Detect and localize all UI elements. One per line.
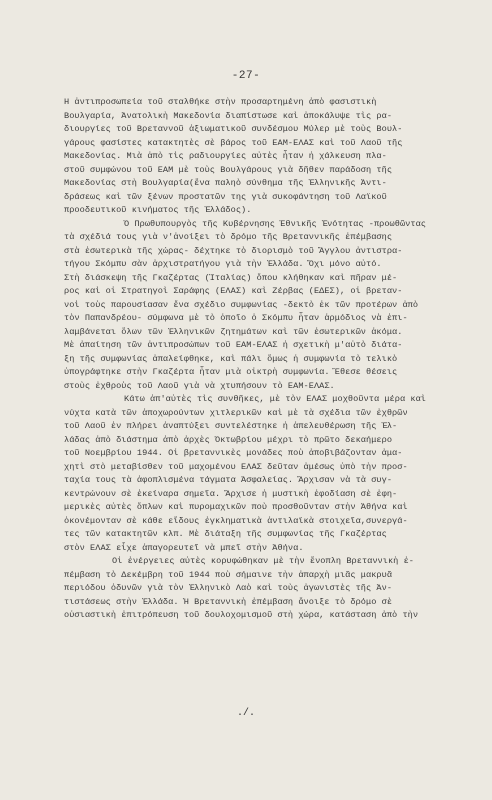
text-line: στοὺς ἐχθροὺς τοῦ Λαοῦ γιὰ νὰ χτυπήσουν τὸ ΕΑΜ-ΕΛΑΣ. [64,380,335,391]
text-line: Μὲ ἀπαίτηση τῶν ἀντιπροσώπων τοῦ ΕΑΜ-ΕΛΑΣ ἡ σχετικὴ μ'αὐτὸ διάτα- [64,340,403,350]
paragraph-4 [64,555,476,623]
text-line: Στὴ διάσκεψη τῆς Γκαζέρτας (Ἰταλίας) ὅπου κλήθηκαν καὶ πῆραν μέ- [64,272,398,283]
continuation-mark: ./. [236,708,255,719]
text-line: στοῦ συμφώνου τοῦ ΕΑΜ μὲ τοὺς Βουλγάρους γιὰ δῆθεν παράδοση τῆς [64,164,393,175]
text-line: κεντρώνουν σὲ ἐκείναρα σημεῖα. Ἄρχισε ἡ μυστικὴ ἐφοδίαση σὲ ἐφη- [64,488,398,499]
text-line: ὀκονέμονταν σὲ κάθε εἴδους ἐγκληματικὰ ἀντιλαϊκὰ στοιχεῖα,συνεργά- [64,515,408,526]
text-line: ὑπογράφτηκε στὴν Γκαζέρτα ἦταν μιὰ οἰκτρὴ συμφωνία. Ἔθεσε θέσεις [64,367,398,377]
text-line: ταχία τους τὰ ἀφοπλισμένα τάγματα Ἀσφαλείας. Ἄρχισαν νὰ τὰ συγ- [64,475,393,485]
text-line: Ἡ ἀντιπροσωπεία τοῦ σταλθήκε στὴν προσαρτημένη ἀπὸ φασιστικὴ [64,97,377,107]
text-line: τήγου Σκόμπυ σὰν ἀρχιστρατήγου γιὰ τὴν Ἑλλάδα. Ὄχι μόνο αὐτό. [64,259,382,269]
page-number: -27- [231,70,261,82]
text-line: Βουλγαρία, Ἀνατολικὴ Μακεδονία διαπίστωσε καὶ ἀποκάλυψε τὶς ρα- [64,110,393,121]
text-line: περιόδου ὀδυνῶν γιὰ τὸν Ἑλληνικὸ Λαὸ καὶ τοὺς ἀγωνιστὲς τῆς Ἀν- [64,583,393,593]
text-line: τιστάσεως στὴν Ἑλλάδα. Ἡ Βρεταννικὴ ἐπέμβαση ἄνοιξε τὸ δρόμο σὲ [64,596,393,607]
text-line: Μακεδονίας στὴ Βουλγαρία(ἕνα παληὸ σύνθημα τῆς Ἑλληνικῆς Ἀντι- [64,178,387,188]
paragraph-1 [64,96,476,218]
text-line: μερικὲς αὐτὲς ὅπλων καὶ πυρομαχικῶν ποὺ προσθοῦνταν στὴν Ἀθήνα καὶ [64,502,408,512]
text-line: Οἱ ἐνέργειες αὐτὲς κορυφώθηκαν μὲ τὴν ἔνοπλη Βρεταννικὴ ἐ- [112,556,415,566]
text-line: διουργίες τοῦ Βρεταννοῦ ἀξιωματικοῦ συνδέσμου Μύλερ μὲ τοὺς Βουλ- [64,124,403,134]
text-line: πέμβαση τὸ Δεκέμβρη τοῦ 1944 ποὺ σήμαινε τὴν ἀπαρχὴ μιᾶς μακρυᾶ [64,569,393,580]
body-text [64,96,476,623]
text-line: προοδευτικοῦ κινήματος τῆς Ἑλλάδος). [64,205,252,215]
text-line: στὰ ἐσωτερικὰ τῆς χώρας- δέχτηκε τὸ διορισμὸ τοῦ Ἄγγλου ἀντιστρα- [64,245,403,256]
text-line: γάρους φασίστες κατακτητὲς σὲ βάρος τοῦ ΕΑΜ-ΕΛΑΣ καὶ τοῦ Λαοῦ τῆς [64,137,403,148]
text-line: Μακεδονίας. Μιὰ ἀπὸ τὶς ραδιουργίες αὐτὲς ἦταν ἡ χάλκευση πλα- [64,151,387,161]
text-line: λαμβάνεται ὅλων τῶν Ἑλληνικῶν ζητημάτων καὶ τῶν ἐσωτερικῶν ἀκόμα. [64,326,403,337]
paragraph-3 [64,393,476,555]
text-line: νύχτα κατὰ τῶν ἀποχωρούντων χιτλερικῶν καὶ μὲ τὰ σχέδια τῶν ἐχθρῶν [64,407,408,418]
text-line: τες τῶν κατακτητῶν κλπ. Μὲ διάταξη τῆς συμφωνίας τῆς Γκαζέρτας [64,529,387,539]
paragraph-2 [64,218,476,394]
text-line: Ὁ Πρωθυπουργὸς τῆς Κυβέρνησης Ἐθνικῆς Ἑνότητας -προωθῶντας [124,218,427,229]
text-line: τοῦ Λαοῦ ἐν πλήρει ἀναπτύξει συντελέστηκε ἡ ἀπελευθέρωση τῆς Ἑλ- [64,421,398,431]
text-line: οὐσιαστικὴ ἐπιτρόπευση τοῦ δουλοχομισμοῦ στὴ χώρα, κατάσταση ἀπὸ τὴν [64,610,419,620]
text-line: τὰ σχέδιά τους γιὰ ν'ἀνοίξει τὸ δρόμο τῆς Βρεταννικῆς ἐπέμβασης [64,232,393,242]
text-line: χητὶ στὸ μεταβίσθεν τοῦ μαχομένου ΕΛΑΣ δεῦταν ἀμέσως ὑπὸ τὴν προσ- [64,461,408,472]
text-line: δράσεως καὶ τῶν ξένων προστατῶν της γιὰ συκοφάντηση τοῦ Λαϊκοῦ [64,191,387,202]
text-line: ρος καὶ οἱ Στρατηγοὶ Σαράφης (ΕΛΑΣ) καὶ Ζέρβας (ΕΔΕΣ), οἱ βρεταν- [64,286,403,296]
text-line: τὸν Παπανδρέου- σύμφωνα μὲ τὸ ὁποῖο ὁ Σκόμπυ ἦταν ἁρμόδιος νὰ ἐπι- [64,313,408,323]
text-line: λάδας ἀπὸ διάστημα ἀπὸ ἀρχὲς Ὀκτωβρίου μέχρι τὸ πρῶτο δεκαήμερο [64,434,393,445]
text-line: τοῦ Νοεμβρίου 1944. Οἱ βρεταννικὲς μονάδες ποὺ ἀποβιβάζονταν ἀμα- [64,448,403,458]
text-line: ξη τῆς συμφωνίας ἀπαλείφθηκε, καὶ πάλι ὅμως ἡ συμφωνία τὸ τελικὸ [64,353,398,364]
text-line: Κάτω ἀπ'αὐτὲς τὶς συνθῆκες, μὲ τὸν ΕΛΑΣ μοχθοῦντα μέρα καὶ [124,394,427,404]
text-line: στὸν ΕΛΑΣ εἶχε ἀπαγορευτεῖ νὰ μπεῖ στὴν Ἀθήνα. [64,542,304,553]
text-line: νοὶ τοὺς παρουσίασαν ἕνα σχέδιο συμφωνίας -δεκτὸ ἐκ τῶν προτέρων ἀπὸ [64,299,419,310]
